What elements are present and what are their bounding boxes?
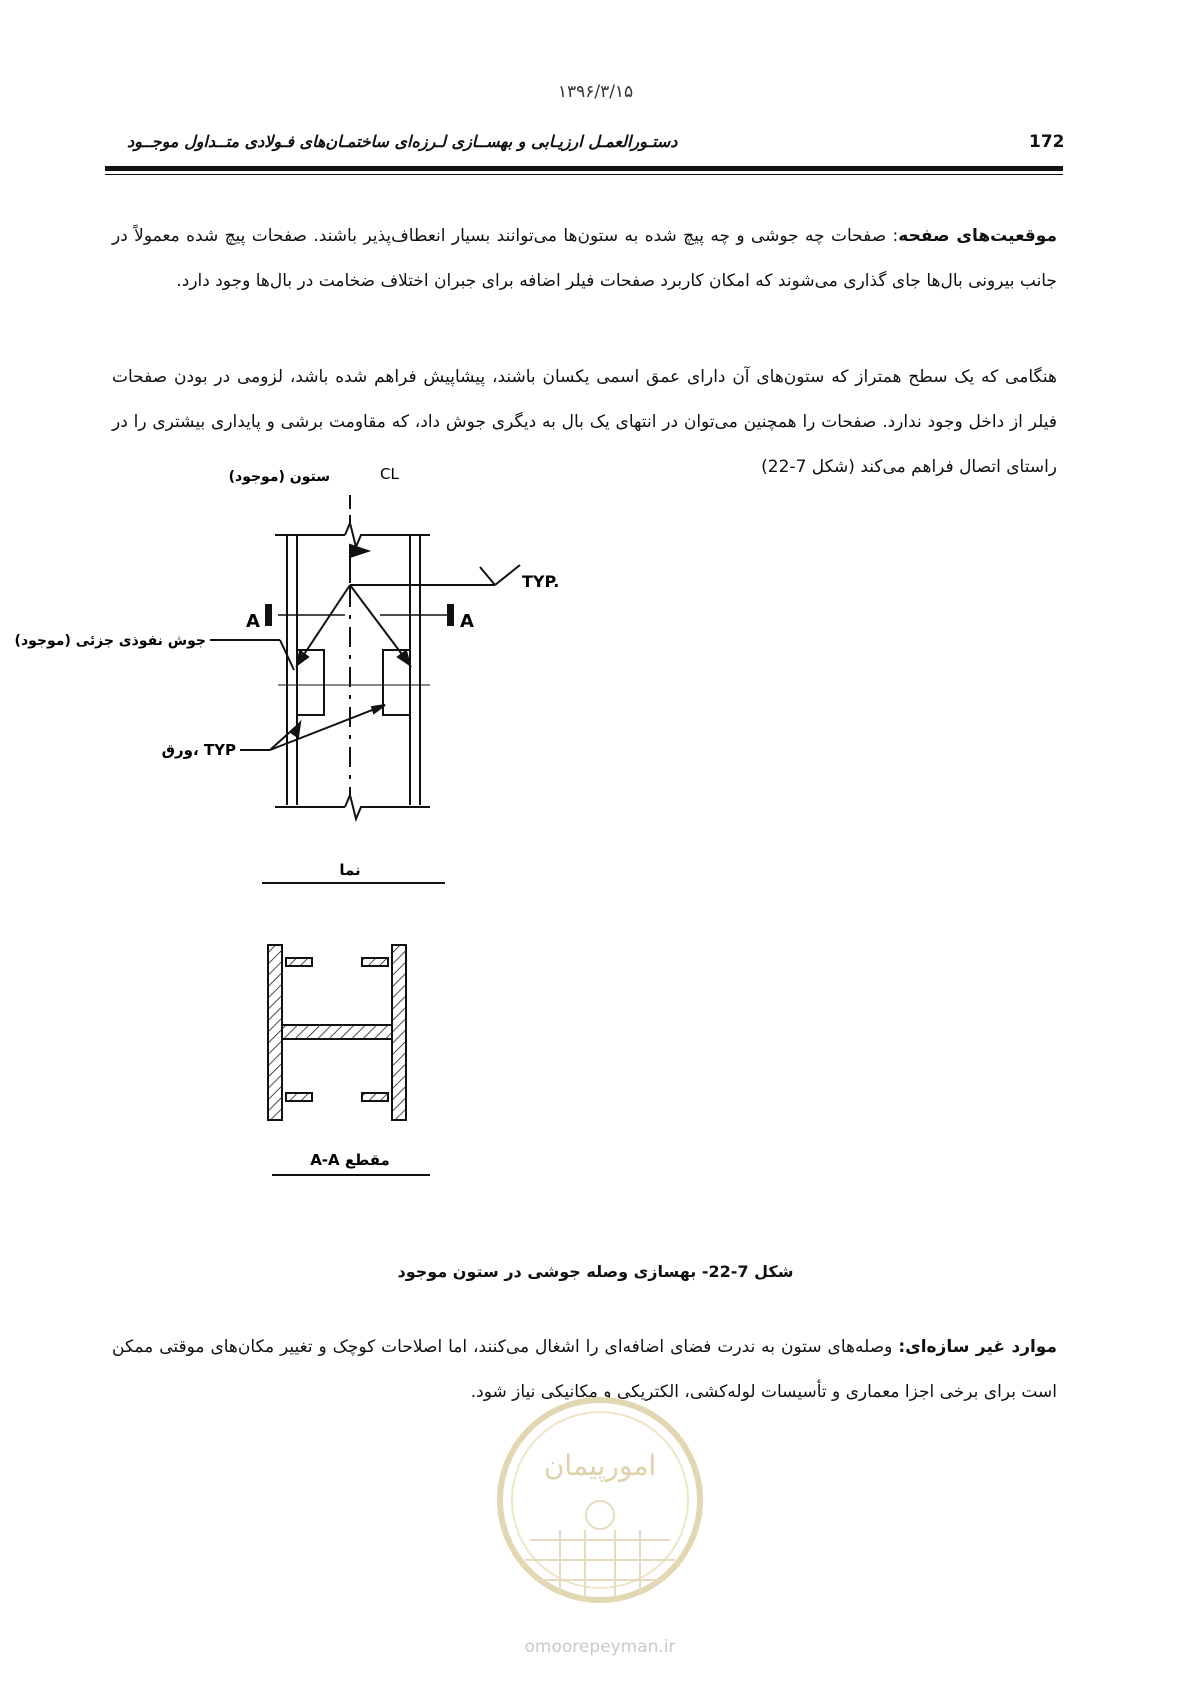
- page-number: 172: [1029, 132, 1065, 152]
- header-rule-thick: [105, 166, 1063, 171]
- section-mark-left: A: [246, 611, 260, 632]
- watermark-url: omoorepeyman.ir: [524, 1637, 676, 1657]
- cl-label: CL: [380, 465, 399, 483]
- watermark-logo: [480, 1390, 720, 1670]
- splice-figure: [14, 465, 890, 1255]
- existing-column-label: ستون (موجود): [228, 469, 330, 485]
- paragraph-text: : صفحات چه جوشی و چه پیچ شده به ستون‌ها می‌توانند بسیار انعطاف‌پذیر باشند. صفحات پیچ شده معمولاً در جانب بیرونی بال‌ها جای گذاری می‌شوند که امکان کاربرد صفحات فیلر اضافه برای جبران اختلاف ضخامت در بال‌ها وجود دارد.: [112, 226, 1057, 291]
- page-header: [105, 128, 1063, 158]
- elevation-label: نما: [339, 861, 361, 879]
- header-rule-thin: [105, 174, 1063, 175]
- paragraph-plate-locations: [112, 214, 1057, 304]
- paragraph-heading: موارد غیر سازه‌ای:: [898, 1337, 1057, 1357]
- paragraph-heading: موقعیت‌های صفحه: [898, 226, 1057, 246]
- elevation-view: [210, 495, 520, 883]
- section-view: [268, 945, 430, 1175]
- paragraph-text: هنگامی که یک سطح همتراز که ستون‌های آن دارای عمق اسمی یکسان باشند، پیشاپیش فراهم شده باشد، لزومی در بودن صفحات فیلر از داخل وجود ندارد. صفحات را همچنین می‌توان در انتهای یک بال به دیگری جوش داد، که مقاومت برشی و پایداری بیشتری را در راستای اتصال فراهم می‌کند (شکل 7-22): [112, 367, 1057, 477]
- plate-label: ورق، TYP: [161, 741, 236, 759]
- paragraph-text: وصله‌های ستون به ندرت فضای اضافه‌ای را اشغال می‌کنند، اما اصلاحات کوچک و تغییر مکان‌های موقتی ممکن است برای برخی اجزا معماری و تأسیسات لوله‌کشی، الکتریکی و مکانیکی نیاز شود.: [112, 1337, 1057, 1402]
- figure-caption: شکل 7-22- بهسازی وصله جوشی در ستون موجود: [397, 1262, 794, 1281]
- typ-weld-label: TYP.: [522, 572, 560, 591]
- section-label: مقطع A-A: [310, 1151, 390, 1169]
- document-date: ۱۳۹۶/۳/۱۵: [557, 82, 634, 102]
- section-mark-right: A: [460, 611, 474, 632]
- partial-weld-label: جوش نفوذی جزئی (موجود): [14, 633, 206, 649]
- watermark-logo-text: امورپیمان: [543, 1449, 657, 1482]
- running-title: دستـورالعمـل ارزیـابی و بهســازی لـرزه‌ای ساختمـان‌های فـولادی متــداول موجــود: [127, 132, 678, 151]
